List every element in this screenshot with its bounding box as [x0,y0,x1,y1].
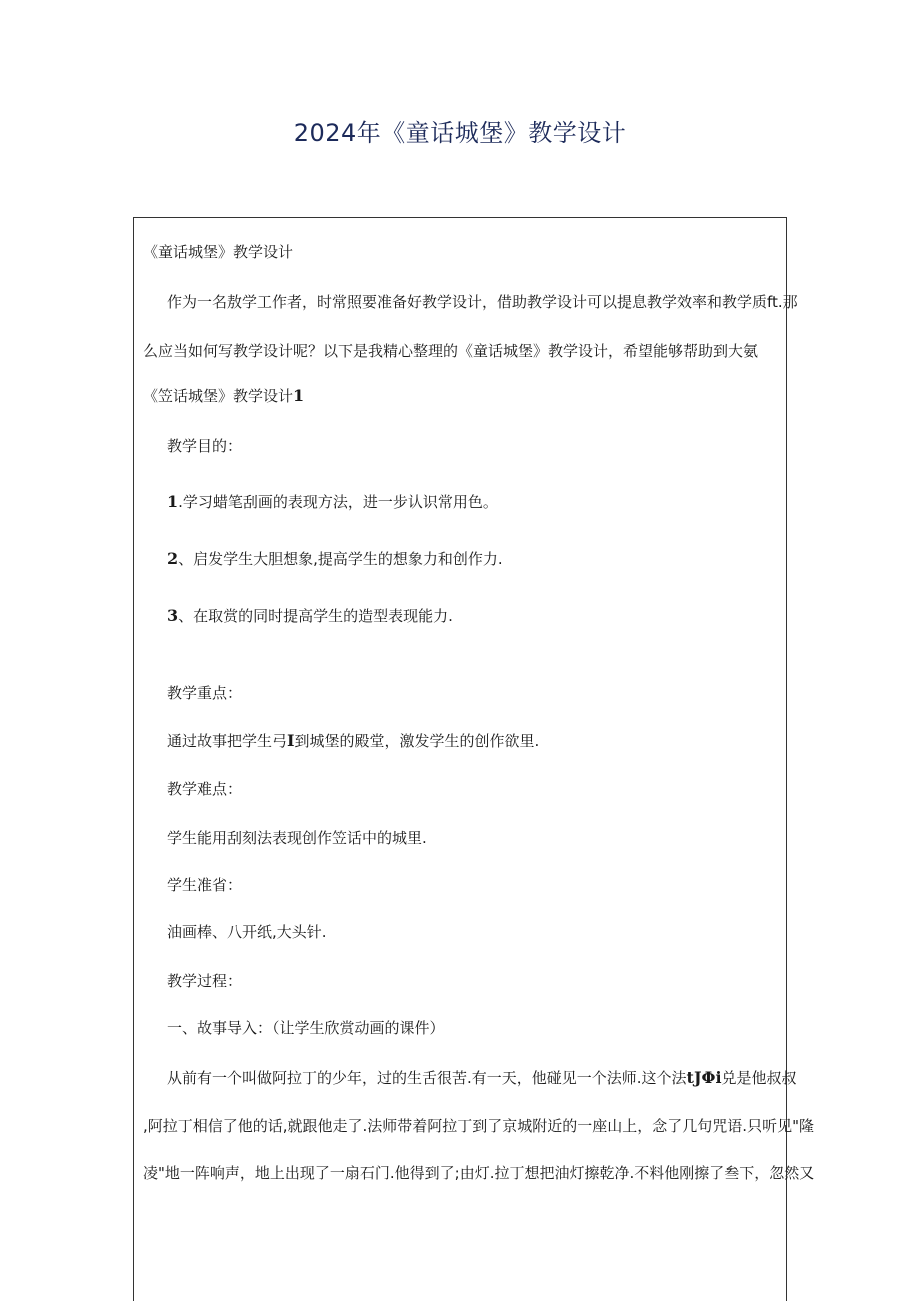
section-title [143,386,304,406]
story-line-1-post: 兑是他叔叔 [721,1069,797,1087]
story-line-1-pre: 从前有一个叫做阿拉丁的少年，过的生舌很苦.有一天，他碰见一个法师.这个法 [167,1069,687,1087]
keypoint-label: 教学重点： [167,684,243,702]
objective-text-2: 、启发学生大胆想象,提高学生的想象力和创作力. [178,550,503,568]
process-label: 教学过程： [167,972,243,990]
objective-number-1: 1 [167,492,179,511]
objective-item-2 [167,549,503,569]
section-title-text: 《笠话城堡》教学设计 [143,387,294,405]
objective-text-1: .学习蜡笔刮画的表现方法，进一步认识常用色。 [178,493,498,511]
keypoint-text-post: 到城堡的殿堂，激发学生的创作欲里. [294,732,540,750]
objectives-label: 教学目的： [167,437,243,455]
keypoint-text-pre: 通过故事把学生弓 [167,732,288,750]
objective-item-1 [167,492,498,512]
process-step-1: 一、故事导入：（让学生欣赏动画的课件） [167,1019,445,1037]
objective-number-2: 2 [167,549,179,568]
prep-label: 学生准省： [167,876,243,894]
content-heading: 《童话城堡》教学设计 [143,243,294,261]
objective-text-3: 、在取赏的同时提高学生的造型表现能力. [178,607,453,625]
intro-paragraph-line-2: 么应当如何写教学设计呢？以下是我精心整理的《童话城堡》教学设计，希望能够帮助到大氨 [143,342,759,360]
difficulty-label: 教学难点： [167,780,243,798]
story-line-2: ,阿拉丁相信了他的话,就跟他走了.法师带着阿拉丁到了京城附近的一座山上，念了几句咒语.只听见"隆 [143,1117,814,1135]
difficulty-text: 学生能用刮刻法表现创作笠话中的城里. [167,829,427,847]
keypoint-glyph: I [287,731,295,750]
objective-item-3 [167,606,453,626]
page-title: 2024年《童话城堡》教学设计 [293,119,627,147]
section-number: 1 [293,386,305,405]
objective-number-3: 3 [167,606,179,625]
story-line-1-glyph: tJΦi [686,1068,722,1087]
story-line-3: 凌"地一阵响声，地上出现了一扇石门.他得到了;由灯.拉丁想把油灯擦乾净.不料他刚擦了叁下，忽然又 [143,1164,815,1182]
prep-text: 油画棒、八开纸,大头针. [167,923,327,941]
story-line-1 [167,1068,797,1088]
keypoint-text [167,731,539,751]
content-box [133,217,815,1301]
intro-paragraph-line-1: 作为一名敖学工作者，时常照要准备好教学设计，借助教学设计可以提息教学效率和教学质ft.那 [167,293,798,311]
